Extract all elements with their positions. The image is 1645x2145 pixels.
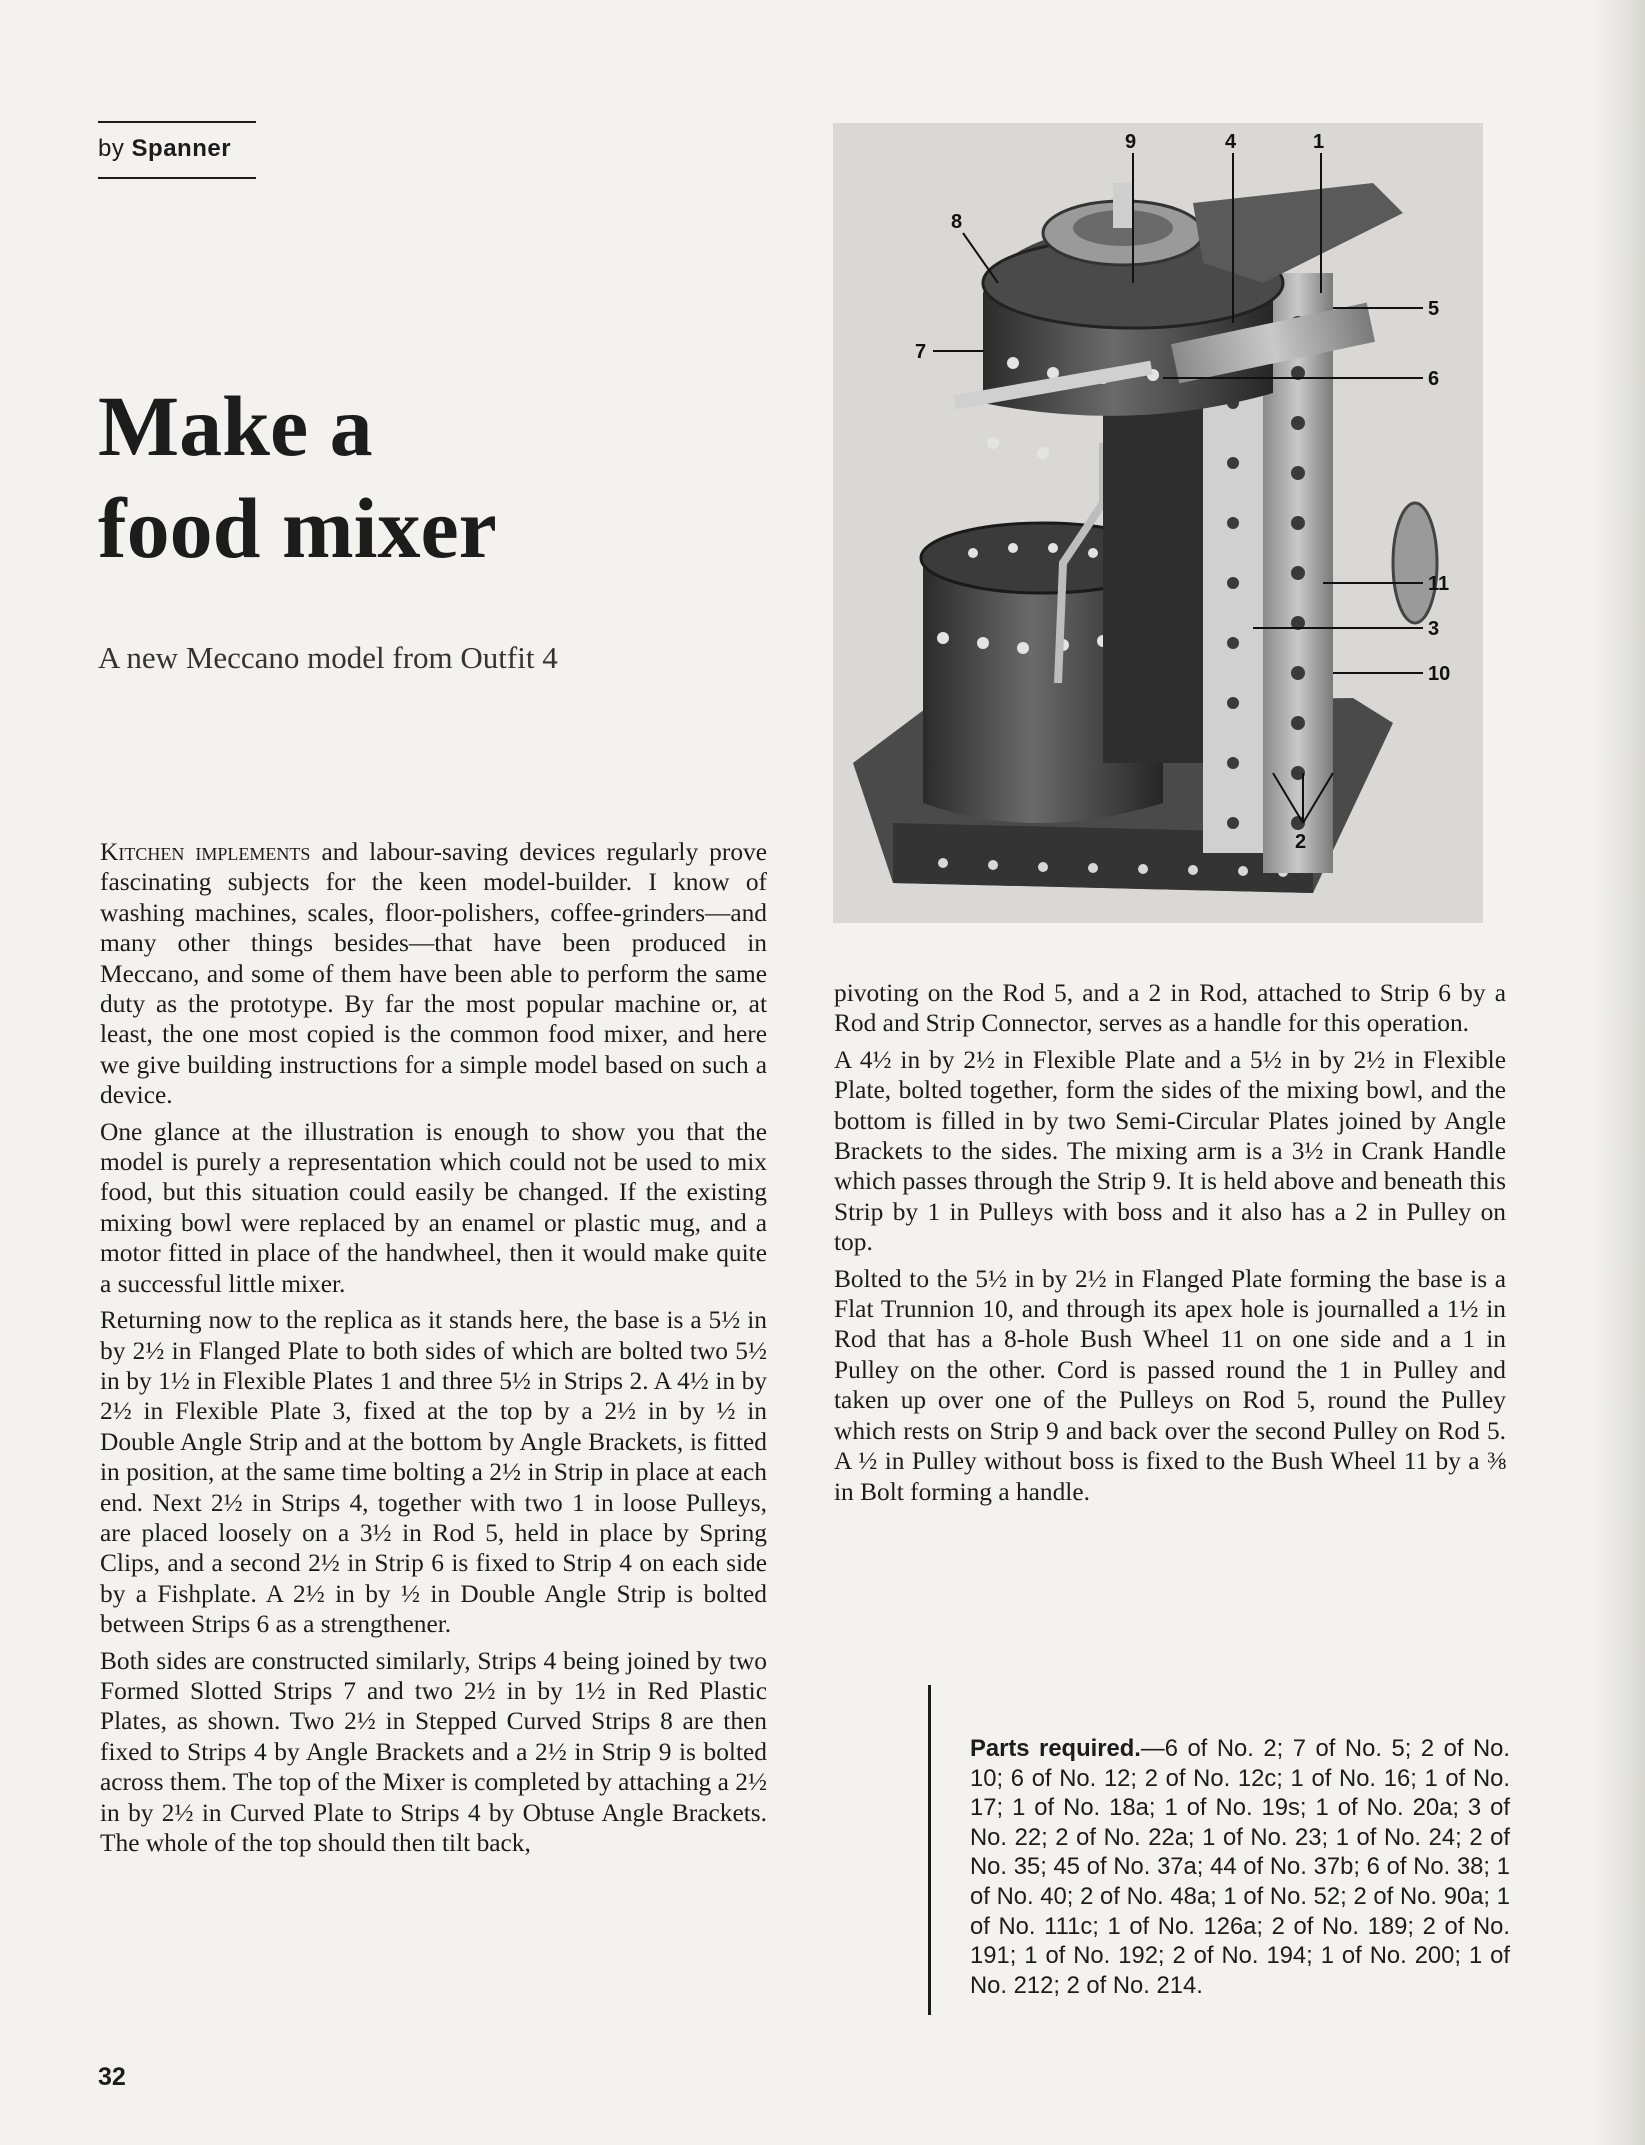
page-edge-shadow — [1595, 0, 1645, 2145]
callout-3: 3 — [1428, 618, 1440, 640]
paragraph-3: Returning now to the replica as it stands here, the base is a 5½ in by 2½ in Flanged Plate to both sides of which are bolted two 5½ in by 1½ in Flexible Plates 1 and three 5½ in Strips 2. A 4½ in by 2½ in Flexible Plate 3, fixed at the top by a 2½ in by ½ in Double Angle Strip and at the bottom by Angle Brackets, is fitted in position, at the same time bolting a 2½ in Strip in place at each end. Next 2½ in Strips 4, together with two 1 in loose Pulleys, are placed loosely on a 3½ in Rod 5, held in place by Spring Clips, and a second 2½ in Strip 6 is fixed to Strip 4 on each side by a Fishplate. A 2½ in by ½ in Double Angle Strip is bolted between Strips 6 as a strengthener. — [100, 1306, 767, 1639]
callout-6: 6 — [1428, 368, 1440, 390]
parts-label: Parts required. — [970, 1735, 1141, 1762]
callout-7: 7 — [915, 341, 927, 363]
title-line-2: food mixer — [98, 480, 497, 576]
left-column — [100, 837, 767, 1864]
callout-1: 1 — [1313, 131, 1325, 153]
parts-required — [970, 1734, 1510, 2000]
paragraph-6: A 4½ in by 2½ in Flexible Plate and a 5½ in by 2½ in Flexible Plate, bolted together, form the sides of the mixing bowl, and the bottom is filled in by two Semi-Circular Plates joined by Angle Brackets to the sides. The mixing arm is a 3½ in Crank Handle which passes through the Strip 9. It is held above and beneath this Strip by 1 in Pulleys with boss and it also has a 2 in Pulley on top. — [834, 1045, 1506, 1257]
callout-10: 10 — [1428, 663, 1451, 685]
byline-author: Spanner — [131, 135, 232, 162]
food-mixer-illustration — [833, 123, 1483, 923]
food-mixer-photo — [833, 123, 1483, 923]
paragraph-5: pivoting on the Rod 5, and a 2 in Rod, attached to Strip 6 by a Rod and Strip Connector, serves as a handle for this operation. — [834, 979, 1506, 1038]
callout-9: 9 — [1125, 131, 1137, 153]
paragraph-4: Both sides are constructed similarly, Strips 4 being joined by two Formed Slotted Strips 7 and two 2½ in by 1½ in Red Plastic Plates, as shown. Two 2½ in Stepped Curved Strips 8 are then fixed to Strips 4 by Angle Brackets and a 2½ in Strip 9 is bolted across them. The top of the Mixer is completed by attaching a 2½ in by 2½ in Curved Plate to Strips 4 by Obtuse Angle Brackets. The whole of the top should then tilt back, — [100, 1646, 767, 1857]
paragraph-1 — [100, 837, 767, 1111]
callout-2: 2 — [1295, 831, 1307, 853]
paragraph-2: One glance at the illustration is enough to show you that the model is purely a representation which could not be used to mix food, but this situation could easily be changed. If the existing mixing bowl were replaced by an enamel or plastic mug, and a motor fitted in place of the handwheel, then it would make quite a successful little mixer. — [100, 1117, 767, 1298]
paragraph-1-body: and labour-saving devices regularly prove fascinating subjects for the keen model-builder. I know of washing machines, scales, floor-polishers, coffee-grinders—and many other things besides—that have been produced in Meccano, and some of them have been able to perform the same duty as the prototype. By far the most popular machine or, at least, the one most copied is the common food mixer, and here we give building instructions for a simple model based on such a device. — [100, 838, 767, 1110]
callout-8: 8 — [951, 211, 963, 233]
parts-list: —6 of No. 2; 7 of No. 5; 2 of No. 10; 6 of No. 12; 2 of No. 12c; 1 of No. 16; 1 of No. 17; 1 of No. 18a; 1 of No. 19s; 1 of No. 20a; 3 of No. 22; 2 of No. 22a; 1 of No. 23; 1 of No. 24; 2 of No. 35; 45 of No. 37a; 44 of No. 37b; 6 of No. 38; 1 of No. 40; 2 of No. 48a; 1 of No. 52; 2 of No. 90a; 1 of No. 111c; 1 of No. 126a; 2 of No. 189; 2 of No. 191; 1 of No. 192; 2 of No. 194; 1 of No. 200; 1 of No. 212; 2 of No. 214. — [970, 1735, 1510, 1999]
paragraph-1-lead: Kitchen implements — [100, 838, 311, 866]
callout-5: 5 — [1428, 298, 1440, 320]
byline — [98, 135, 231, 163]
title-line-1: Make a — [98, 378, 373, 474]
page-number: 32 — [98, 2063, 126, 2091]
callout-4: 4 — [1225, 131, 1237, 153]
article-subtitle: A new Meccano model from Outfit 4 — [98, 640, 558, 675]
right-column — [834, 978, 1506, 1513]
byline-top-rule — [98, 121, 256, 123]
callout-11: 11 — [1428, 573, 1450, 595]
paragraph-7: Bolted to the 5½ in by 2½ in Flanged Plate forming the base is a Flat Trunnion 10, and through its apex hole is journalled a 1½ in Rod that has a 8-hole Bush Wheel 11 on one side and a 1 in Pulley on the other. Cord is passed round the 1 in Pulley and taken up over one of the Pulleys on Rod 5, round the Pulley which rests on Strip 9 and back over the second Pulley on Rod 5. A ½ in Pulley without boss is fixed to the Bush Wheel 11 by a ⅜ in Bolt forming a handle. — [834, 1264, 1506, 1506]
parts-divider — [928, 1685, 931, 2015]
byline-prefix: by — [98, 135, 125, 162]
article-title — [98, 375, 658, 579]
byline-bottom-rule — [98, 177, 256, 179]
